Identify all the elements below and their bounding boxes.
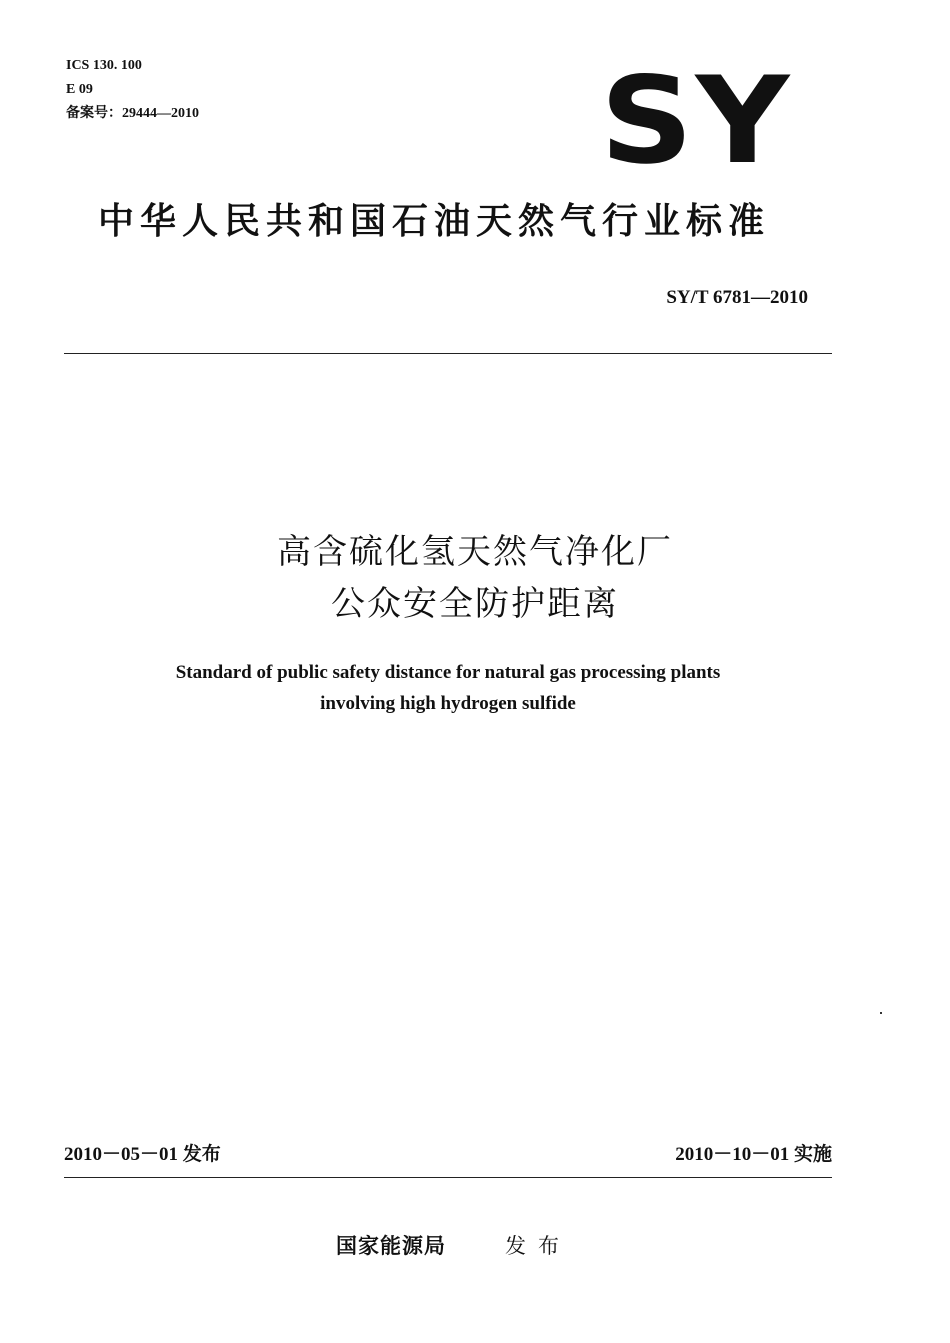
title-cn-line1: 高含硫化氢天然气净化厂 bbox=[277, 532, 673, 572]
classification-code: E 09 bbox=[66, 82, 93, 97]
scan-speck bbox=[880, 1012, 882, 1014]
title-cn-line2: 公众安全防护距离 bbox=[331, 584, 619, 624]
standard-number: SY/T 6781—2010 bbox=[666, 287, 808, 308]
release-date: 2010－05－01 发布 bbox=[64, 1144, 221, 1165]
title-en-line2: involving high hydrogen sulfide bbox=[320, 693, 576, 714]
implementation-date: 2010－10－01 实施 bbox=[675, 1144, 832, 1165]
document-metadata bbox=[66, 54, 199, 126]
sy-logo: SY bbox=[600, 52, 792, 191]
issuer-name: 国家能源局 bbox=[336, 1234, 446, 1258]
record-number: 备案号：29444—2010 bbox=[66, 106, 199, 121]
agency-title: 中华人民共和国石油天然气行业标准 bbox=[98, 201, 771, 242]
issue-verb: 发布 bbox=[505, 1234, 571, 1258]
top-divider bbox=[64, 353, 832, 354]
title-en-line1: Standard of public safety distance for natural gas processing plants bbox=[175, 662, 721, 683]
ics-code: ICS 130. 100 bbox=[66, 58, 142, 73]
bottom-divider bbox=[64, 1177, 832, 1178]
